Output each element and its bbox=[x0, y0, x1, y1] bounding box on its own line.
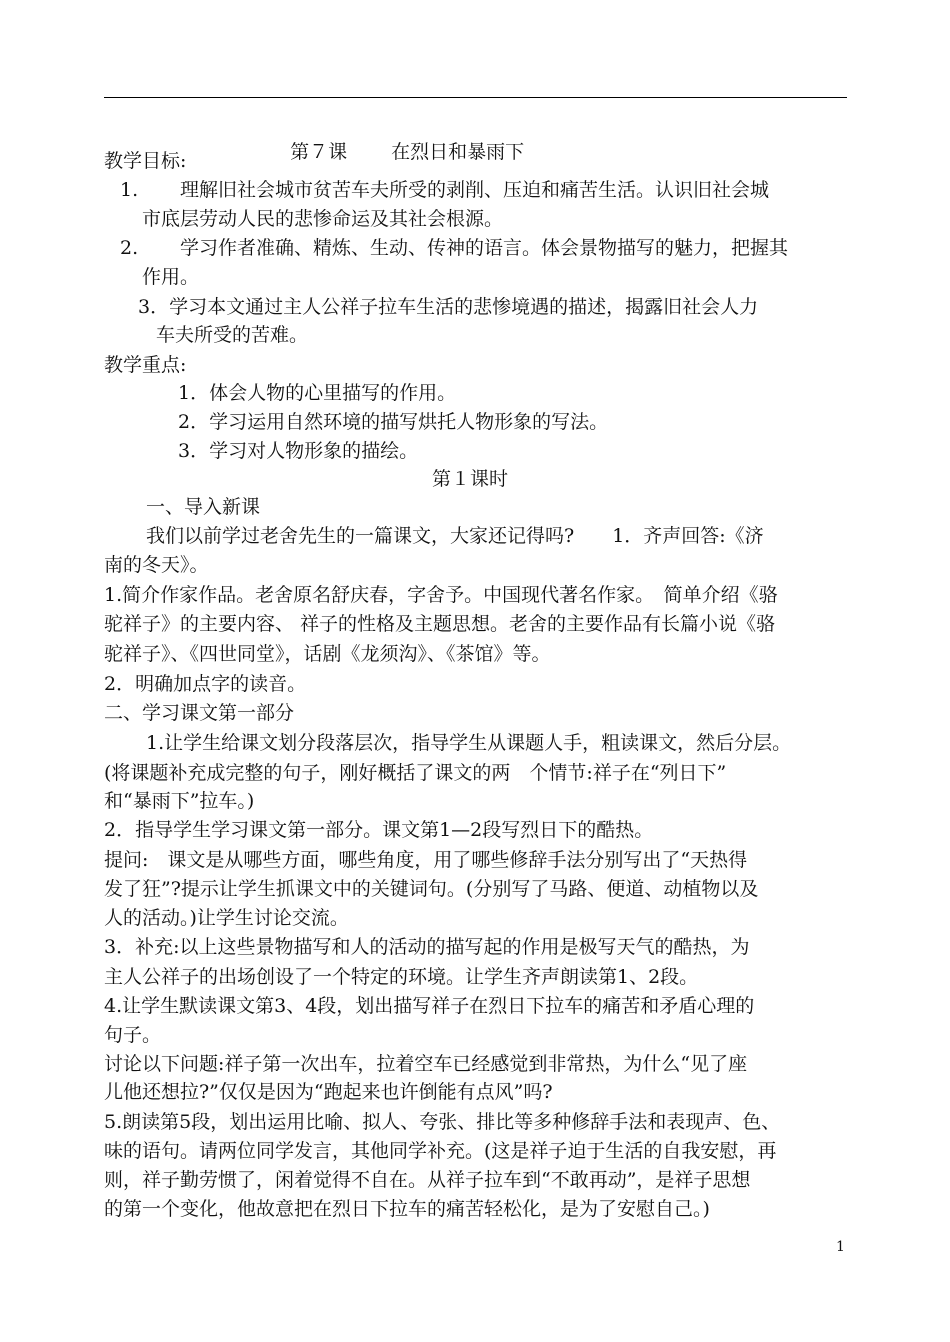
text-line: 驼祥子》的主要内容、 祥子的性格及主题思想。老舍的主要作品有长篇小说《骆 bbox=[104, 613, 776, 635]
text-line: 作用。 bbox=[142, 266, 200, 288]
list-item-number: 2. bbox=[120, 237, 139, 259]
text-line: 发了狂”?提示让学生抓课文中的关键词句。(分别写了马路、便道、动植物以及 bbox=[104, 878, 759, 900]
text-line: 3．学习对人物形象的描绘。 bbox=[178, 440, 419, 462]
text-line: 人的活动。)让学生讨论交流。 bbox=[104, 907, 349, 929]
period-heading: 第１课时 bbox=[432, 468, 509, 490]
text-line: 我们以前学过老舍先生的一篇课文，大家还记得吗? 1．齐声回答:《济 bbox=[146, 525, 764, 547]
list-item-number: 1. bbox=[120, 179, 139, 201]
text-line: 5.朗读第5段，划出运用比喻、拟人、夸张、排比等多种修辞手法和表现声、色、 bbox=[104, 1111, 781, 1133]
text-line: 3．补充:以上这些景物描写和人的活动的描写起的作用是极写天气的酷热，为 bbox=[104, 936, 750, 958]
text-line: 南的冬天》。 bbox=[104, 554, 209, 576]
text-line: 1．体会人物的心里描写的作用。 bbox=[178, 382, 457, 404]
section-heading: 一、导入新课 bbox=[146, 496, 261, 518]
text-line: 1.让学生给课文划分段落层次，指导学生从课题人手，粗读课文，然后分层。 bbox=[146, 732, 792, 754]
lesson-title: 在烈日和暴雨下 bbox=[391, 141, 525, 163]
text-line: 2．明确加点字的读音。 bbox=[104, 673, 307, 695]
text-line: 驼祥子》、《四世同堂》，话剧《龙须沟》、《茶馆》等。 bbox=[104, 643, 551, 665]
text-line: 句子。 bbox=[104, 1024, 162, 1046]
text-line: 和“暴雨下”拉车。) bbox=[104, 790, 255, 812]
text-line: 学习作者准确、精炼、生动、传神的语言。体会景物描写的魅力，把握其 bbox=[180, 237, 789, 259]
text-line: 讨论以下问题:祥子第一次出车，拉着空车已经感觉到非常热，为什么“见了座 bbox=[104, 1053, 748, 1075]
page-title bbox=[278, 119, 524, 163]
text-line: 的第一个变化，他故意把在烈日下拉车的痛苦轻松化，是为了安慰自己。) bbox=[104, 1198, 710, 1220]
text-line: 提问: 课文是从哪些方面，哪些角度，用了哪些修辞手法分别写出了“天热得 bbox=[104, 849, 748, 871]
lesson-number: 第７课 bbox=[290, 141, 348, 163]
text-line: 儿他还想拉?”仅仅是因为“跑起来也许倒能有点风”吗? bbox=[104, 1081, 553, 1103]
text-line: 主人公祥子的出场创设了一个特定的环境。让学生齐声朗读第1、2段。 bbox=[104, 966, 699, 988]
page-number: 1 bbox=[836, 1239, 845, 1255]
text-line: (将课题补充成完整的句子，刚好概括了课文的两 个情节:祥子在“列日下” bbox=[104, 762, 727, 784]
text-line: 市底层劳动人民的悲惨命运及其社会根源。 bbox=[142, 208, 504, 230]
section-heading: 教学重点: bbox=[104, 354, 187, 376]
text-line: 2．学习运用自然环境的描写烘托人物形象的写法。 bbox=[178, 411, 609, 433]
text-line: 1.简介作家作品。老舍原名舒庆春，字舍予。中国现代著名作家。 简单介绍《骆 bbox=[104, 584, 778, 606]
text-line: 3．学习本文通过主人公祥子拉车生活的悲惨境遇的描述，揭露旧社会人力 bbox=[138, 296, 759, 318]
text-line: 2．指导学生学习课文第一部分。课文第1—2段写烈日下的酷热。 bbox=[104, 819, 654, 841]
text-line: 则，祥子勤劳惯了，闲着觉得不自在。从祥子拉车到“不敢再动”，是祥子思想 bbox=[104, 1169, 751, 1191]
section-heading: 二、学习课文第一部分 bbox=[104, 702, 295, 724]
text-line: 4.让学生默读课文第3、4段，划出描写祥子在烈日下拉车的痛苦和矛盾心理的 bbox=[104, 995, 755, 1017]
text-line: 味的语句。请两位同学发言，其他同学补充。(这是祥子迫于生活的自我安慰，再 bbox=[104, 1140, 777, 1162]
section-heading: 教学目标: bbox=[104, 150, 187, 172]
header-rule bbox=[104, 97, 847, 98]
text-line: 车夫所受的苦难。 bbox=[156, 324, 309, 346]
text-line: 理解旧社会城市贫苦车夫所受的剥削、压迫和痛苦生活。认识旧社会城 bbox=[180, 179, 770, 201]
